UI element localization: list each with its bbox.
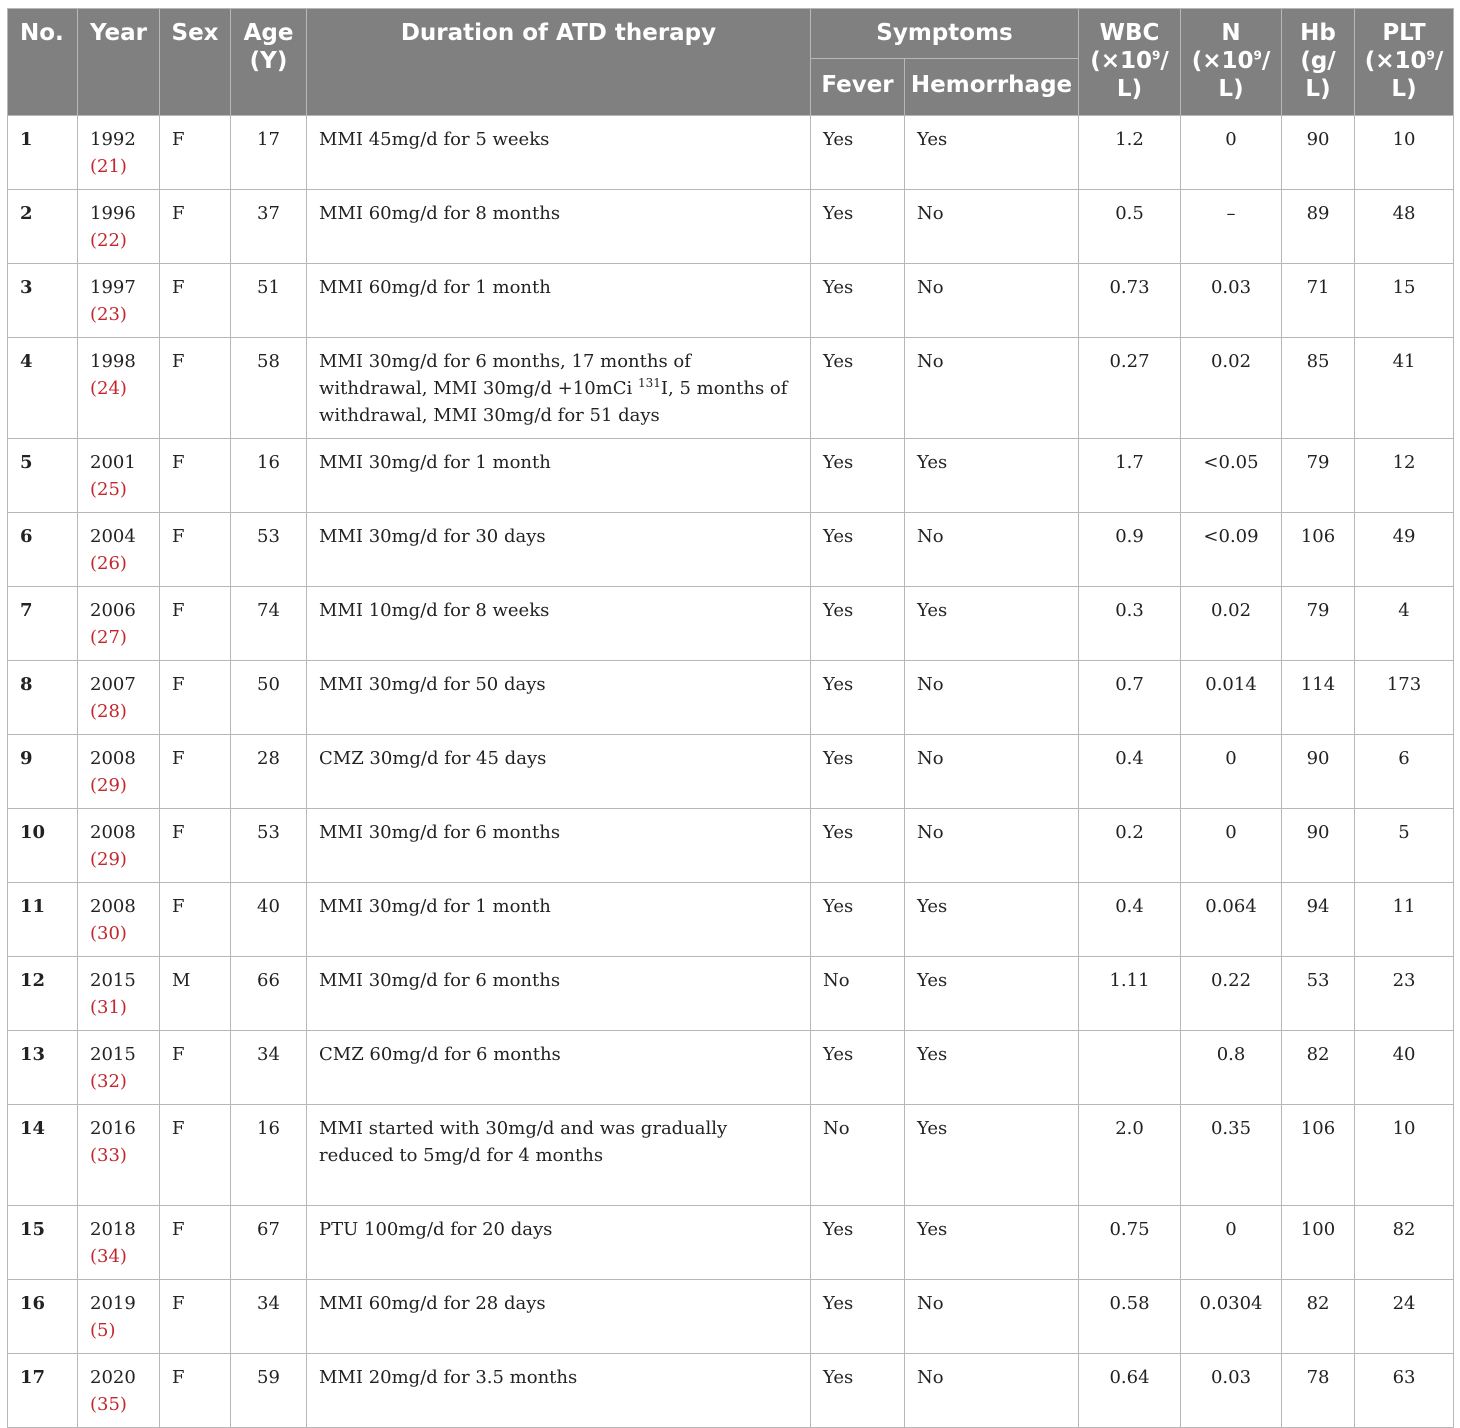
cell-age: 37 [231,190,307,264]
cell-n: 0.35 [1181,1105,1282,1206]
table-row [8,1354,1454,1428]
cell-plt: 12 [1355,439,1454,513]
cell-duration: MMI 30mg/d for 1 month [307,439,811,513]
cell-sex: F [160,735,231,809]
case-table [7,8,1454,1428]
year-value: 1997 [90,277,136,298]
col-header-hb-label: Hb [1300,20,1336,46]
cell-fever: Yes [811,264,905,338]
cell-wbc [1079,1031,1181,1105]
year-value: 2020 [90,1367,136,1388]
reference-link[interactable]: (31) [90,997,127,1018]
reference-link[interactable]: (22) [90,230,127,251]
cell-plt: 15 [1355,264,1454,338]
cell-year [78,587,160,661]
cell-fever: Yes [811,883,905,957]
year-value: 2008 [90,748,136,769]
cell-duration: CMZ 60mg/d for 6 months [307,1031,811,1105]
cell-hb: 106 [1282,513,1355,587]
cell-year [78,883,160,957]
year-value: 2004 [90,526,136,547]
cell-hemorrhage: Yes [905,439,1079,513]
cell-age: 59 [231,1354,307,1428]
cell-n: 0.8 [1181,1031,1282,1105]
reference-link[interactable]: (29) [90,849,127,870]
cell-sex: F [160,439,231,513]
table-row [8,883,1454,957]
cell-n: 0 [1181,809,1282,883]
cell-age: 53 [231,809,307,883]
reference-link[interactable]: (29) [90,775,127,796]
cell-no: 14 [8,1105,78,1206]
year-value: 2008 [90,896,136,917]
cell-sex: F [160,1105,231,1206]
cell-sex: F [160,513,231,587]
reference-link[interactable]: (32) [90,1071,127,1092]
table-row [8,1280,1454,1354]
cell-hemorrhage: No [905,264,1079,338]
year-value: 1996 [90,203,136,224]
cell-duration: MMI 30mg/d for 30 days [307,513,811,587]
cell-no: 13 [8,1031,78,1105]
table-row [8,587,1454,661]
cell-hemorrhage: Yes [905,116,1079,190]
cell-no: 15 [8,1206,78,1280]
cell-wbc: 0.2 [1079,809,1181,883]
cell-hemorrhage: No [905,1280,1079,1354]
cell-hemorrhage: No [905,190,1079,264]
table-header [8,9,1454,116]
cell-plt: 82 [1355,1206,1454,1280]
cell-year [78,513,160,587]
cell-duration: MMI 45mg/d for 5 weeks [307,116,811,190]
cell-year [78,439,160,513]
year-value: 2016 [90,1118,136,1139]
col-header-age-text: Age (Y) [243,20,294,74]
cell-fever: Yes [811,116,905,190]
cell-plt: 10 [1355,116,1454,190]
cell-no: 8 [8,661,78,735]
cell-sex: F [160,1354,231,1428]
cell-no: 12 [8,957,78,1031]
reference-link[interactable]: (27) [90,627,127,648]
col-header-hb [1282,9,1355,116]
cell-hemorrhage: Yes [905,587,1079,661]
cell-sex: M [160,957,231,1031]
cell-no: 4 [8,338,78,439]
cell-n: <0.05 [1181,439,1282,513]
col-header-n-unit-post: / L) [1218,48,1271,102]
cell-no: 9 [8,735,78,809]
cell-year [78,190,160,264]
cell-hb: 71 [1282,264,1355,338]
cell-age: 67 [231,1206,307,1280]
table-row [8,439,1454,513]
col-header-wbc-unit-pre: (×10 [1090,48,1153,74]
reference-link[interactable]: (33) [90,1145,127,1166]
cell-no: 5 [8,439,78,513]
cell-wbc: 0.73 [1079,264,1181,338]
col-header-no: No. [8,9,78,116]
cell-no: 7 [8,587,78,661]
reference-link[interactable]: (28) [90,701,127,722]
cell-fever: Yes [811,190,905,264]
col-header-fever: Fever [811,59,905,116]
cell-fever: Yes [811,1354,905,1428]
cell-hemorrhage: Yes [905,883,1079,957]
col-header-hemorrhage: Hemorrhage [905,59,1079,116]
cell-year [78,735,160,809]
cell-age: 66 [231,957,307,1031]
cell-sex: F [160,338,231,439]
reference-link[interactable]: (35) [90,1394,127,1415]
cell-fever: Yes [811,513,905,587]
cell-plt: 6 [1355,735,1454,809]
cell-plt: 23 [1355,957,1454,1031]
cell-n: 0.02 [1181,587,1282,661]
cell-hb: 90 [1282,809,1355,883]
cell-age: 74 [231,587,307,661]
cell-n: 0 [1181,1206,1282,1280]
cell-sex: F [160,264,231,338]
cell-fever: No [811,1105,905,1206]
table-row [8,264,1454,338]
cell-duration: MMI 30mg/d for 6 months [307,957,811,1031]
cell-no: 17 [8,1354,78,1428]
cell-hb: 90 [1282,735,1355,809]
cell-plt: 11 [1355,883,1454,957]
cell-no: 2 [8,190,78,264]
year-value: 2015 [90,970,136,991]
cell-hb: 94 [1282,883,1355,957]
cell-hb: 90 [1282,116,1355,190]
cell-fever: Yes [811,661,905,735]
reference-link[interactable]: (21) [90,156,127,177]
cell-age: 16 [231,439,307,513]
cell-hemorrhage: No [905,809,1079,883]
cell-no: 16 [8,1280,78,1354]
col-header-n [1181,9,1282,116]
table-row [8,735,1454,809]
col-header-plt-unit-post: / L) [1391,48,1444,102]
table-row [8,957,1454,1031]
year-value: 2019 [90,1293,136,1314]
duration-pre: MMI 30mg/d for 6 months, 17 months of withdrawal, MMI 30mg/d +10mCi [319,351,691,399]
reference-link[interactable]: (25) [90,479,127,500]
cell-sex: F [160,587,231,661]
cell-plt: 24 [1355,1280,1454,1354]
cell-n: 0.0304 [1181,1280,1282,1354]
col-header-plt-unit-pre: (×10 [1364,48,1427,74]
cell-n: <0.09 [1181,513,1282,587]
cell-hemorrhage: Yes [905,957,1079,1031]
cell-age: 16 [231,1105,307,1206]
cell-hb: 89 [1282,190,1355,264]
cell-duration: MMI 30mg/d for 50 days [307,661,811,735]
cell-plt: 41 [1355,338,1454,439]
cell-hb: 53 [1282,957,1355,1031]
cell-n: 0.22 [1181,957,1282,1031]
cell-duration: MMI 30mg/d for 6 months [307,809,811,883]
cell-year [78,957,160,1031]
cell-duration: MMI 60mg/d for 28 days [307,1280,811,1354]
cell-hemorrhage: No [905,1354,1079,1428]
cell-n: 0.03 [1181,264,1282,338]
cell-fever: Yes [811,1280,905,1354]
cell-age: 28 [231,735,307,809]
cell-year [78,1105,160,1206]
cell-wbc: 0.4 [1079,735,1181,809]
cell-wbc: 0.9 [1079,513,1181,587]
cell-duration: MMI 10mg/d for 8 weeks [307,587,811,661]
cell-hemorrhage: No [905,661,1079,735]
cell-wbc: 0.7 [1079,661,1181,735]
cell-plt: 63 [1355,1354,1454,1428]
cell-hb: 106 [1282,1105,1355,1206]
cell-no: 3 [8,264,78,338]
cell-n: 0.03 [1181,1354,1282,1428]
cell-duration: MMI 30mg/d for 1 month [307,883,811,957]
cell-hb: 100 [1282,1206,1355,1280]
cell-year [78,661,160,735]
cell-wbc: 1.7 [1079,439,1181,513]
cell-plt: 49 [1355,513,1454,587]
cell-wbc: 1.2 [1079,116,1181,190]
cell-duration: MMI 20mg/d for 3.5 months [307,1354,811,1428]
cell-age: 34 [231,1031,307,1105]
cell-plt: 48 [1355,190,1454,264]
table-row [8,1031,1454,1105]
cell-duration: MMI started with 30mg/d and was gradually reduced to 5mg/d for 4 months [307,1105,811,1206]
col-header-wbc [1079,9,1181,116]
cell-wbc: 1.11 [1079,957,1181,1031]
cell-hemorrhage: Yes [905,1206,1079,1280]
cell-n: 0.02 [1181,338,1282,439]
cell-no: 6 [8,513,78,587]
cell-hb: 79 [1282,587,1355,661]
cell-age: 58 [231,338,307,439]
cell-wbc: 0.27 [1079,338,1181,439]
col-header-duration: Duration of ATD therapy [307,9,811,116]
year-value: 1992 [90,129,136,150]
cell-wbc: 0.75 [1079,1206,1181,1280]
year-value: 2018 [90,1219,136,1240]
cell-age: 34 [231,1280,307,1354]
cell-fever: No [811,957,905,1031]
cell-hemorrhage: Yes [905,1105,1079,1206]
cell-plt: 40 [1355,1031,1454,1105]
col-header-year: Year [78,9,160,116]
reference-link[interactable]: (26) [90,553,127,574]
col-header-wbc-unit-sup: 9 [1152,48,1161,63]
cell-year [78,1206,160,1280]
cell-year [78,116,160,190]
cell-no: 11 [8,883,78,957]
col-header-wbc-label: WBC [1099,20,1160,46]
cell-n: – [1181,190,1282,264]
cell-wbc: 0.58 [1079,1280,1181,1354]
table-row [8,116,1454,190]
cell-duration: MMI 60mg/d for 1 month [307,264,811,338]
year-value: 2015 [90,1044,136,1065]
cell-age: 17 [231,116,307,190]
table-row [8,513,1454,587]
duration-post: I, 5 months of withdrawal, MMI 30mg/d for 51 days [319,378,788,426]
table-body [8,116,1454,1428]
cell-hb: 114 [1282,661,1355,735]
table-row [8,1206,1454,1280]
cell-hb: 78 [1282,1354,1355,1428]
cell-wbc: 0.4 [1079,883,1181,957]
year-value: 2007 [90,674,136,695]
cell-year [78,1031,160,1105]
cell-no: 10 [8,809,78,883]
duration-sup: 131 [638,376,661,390]
table-row [8,338,1454,439]
cell-year [78,338,160,439]
col-header-plt-unit-sup: 9 [1426,48,1435,63]
table-row [8,661,1454,735]
cell-year [78,809,160,883]
cell-plt: 4 [1355,587,1454,661]
cell-fever: Yes [811,1031,905,1105]
cell-age: 40 [231,883,307,957]
cell-sex: F [160,116,231,190]
reference-link[interactable]: (5) [90,1320,116,1341]
col-header-n-unit-pre: (×10 [1191,48,1254,74]
cell-hb: 79 [1282,439,1355,513]
reference-link[interactable]: (30) [90,923,127,944]
table-row [8,190,1454,264]
col-header-sex: Sex [160,9,231,116]
cell-sex: F [160,883,231,957]
year-value: 2008 [90,822,136,843]
col-header-plt-label: PLT [1382,20,1426,46]
reference-link[interactable]: (24) [90,378,127,399]
cell-fever: Yes [811,1206,905,1280]
year-value: 2001 [90,452,136,473]
cell-plt: 10 [1355,1105,1454,1206]
cell-fever: Yes [811,809,905,883]
cell-age: 51 [231,264,307,338]
col-header-symptoms: Symptoms [811,9,1079,59]
reference-link[interactable]: (23) [90,304,127,325]
cell-duration: CMZ 30mg/d for 45 days [307,735,811,809]
cell-fever: Yes [811,735,905,809]
year-value: 2006 [90,600,136,621]
cell-n: 0.014 [1181,661,1282,735]
cell-sex: F [160,1206,231,1280]
cell-wbc: 2.0 [1079,1105,1181,1206]
col-header-n-label: N [1221,20,1241,46]
cell-year [78,1354,160,1428]
cell-year [78,264,160,338]
cell-hemorrhage: No [905,338,1079,439]
cell-fever: Yes [811,338,905,439]
cell-duration: PTU 100mg/d for 20 days [307,1206,811,1280]
cell-wbc: 0.3 [1079,587,1181,661]
year-value: 1998 [90,351,136,372]
col-header-plt [1355,9,1454,116]
col-header-wbc-unit-post: / L) [1116,48,1169,102]
cell-fever: Yes [811,587,905,661]
cell-no: 1 [8,116,78,190]
cell-sex: F [160,190,231,264]
cell-hb: 85 [1282,338,1355,439]
cell-wbc: 0.64 [1079,1354,1181,1428]
cell-age: 50 [231,661,307,735]
cell-sex: F [160,1280,231,1354]
col-header-age [231,9,307,116]
cell-duration: MMI 60mg/d for 8 months [307,190,811,264]
cell-year [78,1280,160,1354]
cell-hemorrhage: No [905,735,1079,809]
cell-hemorrhage: Yes [905,1031,1079,1105]
reference-link[interactable]: (34) [90,1246,127,1267]
cell-hb: 82 [1282,1280,1355,1354]
cell-plt: 173 [1355,661,1454,735]
cell-sex: F [160,809,231,883]
col-header-hb-unit: (g/ L) [1300,48,1336,102]
cell-n: 0.064 [1181,883,1282,957]
cell-hb: 82 [1282,1031,1355,1105]
cell-fever: Yes [811,439,905,513]
cell-sex: F [160,661,231,735]
cell-n: 0 [1181,735,1282,809]
cell-wbc: 0.5 [1079,190,1181,264]
cell-hemorrhage: No [905,513,1079,587]
cell-age: 53 [231,513,307,587]
table-row [8,1105,1454,1206]
cell-plt: 5 [1355,809,1454,883]
cell-n: 0 [1181,116,1282,190]
col-header-n-unit-sup: 9 [1253,48,1262,63]
cell-sex: F [160,1031,231,1105]
cell-duration [307,338,811,439]
table-row [8,809,1454,883]
